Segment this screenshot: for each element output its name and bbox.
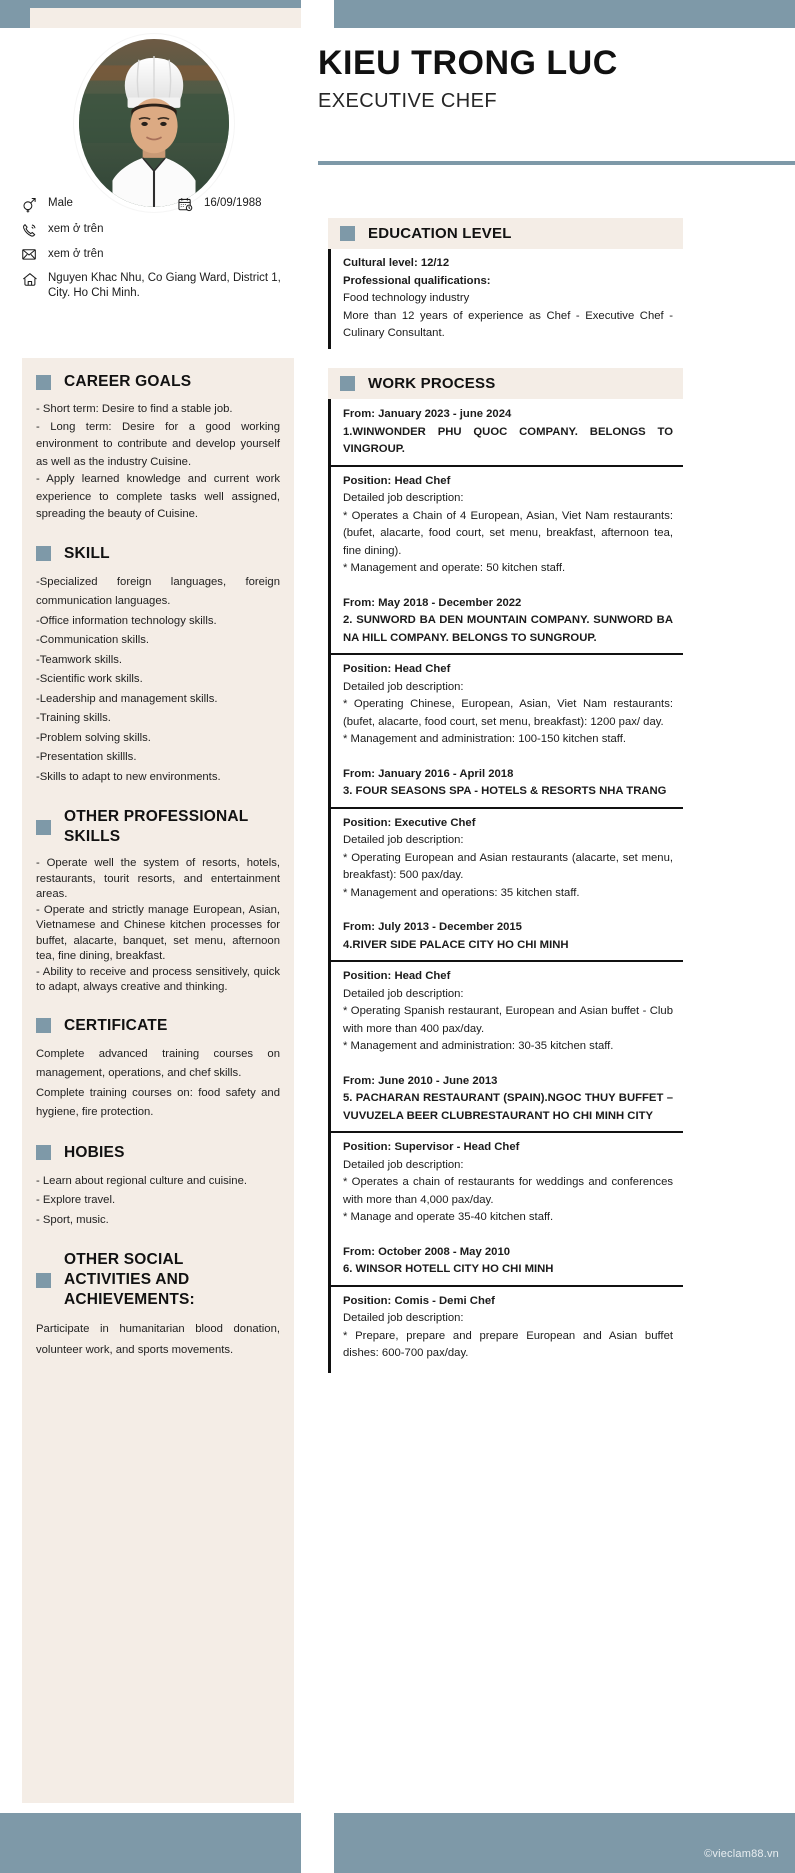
phone-icon bbox=[22, 222, 48, 238]
paragraph: -Specialized foreign languages, foreign communication languages. bbox=[36, 575, 280, 607]
work-detail: * Operates a Chain of 4 European, Asian, Viet Nam restaurants: (bufet, alacarte, food court, set menu, breakfast, afternoon tea, fine dining). bbox=[343, 509, 673, 557]
work-detail: * Operating Spanish restaurant, European and Asian buffet - Club with more than 400 pax/day. bbox=[343, 1005, 673, 1035]
bullet-square-icon bbox=[36, 1145, 51, 1160]
work-detail: * Management and administration: 100-150 kitchen staff. bbox=[343, 733, 627, 745]
section-header bbox=[36, 544, 280, 564]
paragraph: - Explore travel. bbox=[36, 1194, 116, 1206]
section-title: OTHER PROFESSIONAL SKILLS bbox=[64, 808, 249, 845]
work-period: From: June 2010 - June 2013 bbox=[343, 1074, 498, 1087]
work-detail: * Prepare, prepare and prepare European and Asian buffet dishes: 600-700 pax/day. bbox=[343, 1329, 673, 1359]
section-body bbox=[36, 1045, 280, 1123]
name-block bbox=[318, 42, 795, 114]
cultural-level: Cultural level: 12/12 bbox=[343, 257, 450, 269]
paragraph: Complete advanced training courses on management, operations, and chef skills. bbox=[36, 1047, 280, 1079]
phone-value: xem ở trên bbox=[48, 223, 104, 235]
left-column bbox=[0, 28, 301, 1803]
work-company: 5. PACHARAN RESTAURANT (SPAIN).NGOC THUY BUFFET – VUVUZELA BEER CLUBRESTAURANT HO CHI MINH CITY bbox=[343, 1092, 673, 1122]
section-header bbox=[328, 218, 683, 249]
section-title: OTHER SOCIAL ACTIVITIES AND ACHIEVEMENTS: bbox=[64, 1251, 195, 1308]
section-hobies bbox=[36, 1143, 280, 1231]
work-entry-body bbox=[328, 467, 683, 588]
paragraph: -Communication skills. bbox=[36, 634, 149, 646]
footer-bar-left bbox=[0, 1813, 301, 1873]
work-entry bbox=[328, 399, 683, 588]
work-desc-label: Detailed job description: bbox=[343, 680, 464, 693]
address-value: Nguyen Khac Nhu, Co Giang Ward, District 1, City. Ho Chi Minh. bbox=[48, 272, 281, 299]
paragraph: -Office information technology skills. bbox=[36, 614, 217, 627]
top-bar-right bbox=[334, 0, 795, 28]
gender-icon bbox=[22, 196, 48, 213]
birthday-value: 16/09/1988 bbox=[204, 197, 262, 209]
work-entry-body bbox=[328, 809, 683, 913]
paragraph: - Operate and strictly manage European, Asian, Vietnamese and Chinese kitchen processes for buffet, alacarte, banquet, set menu, afternoon tea, fine dining, breakfast. bbox=[36, 903, 280, 962]
bullet-square-icon bbox=[340, 226, 355, 241]
paragraph: -Leadership and management skills. bbox=[36, 692, 218, 705]
paragraph: -Teamwork skills. bbox=[36, 653, 122, 666]
section-body bbox=[36, 401, 280, 524]
work-entry-header bbox=[328, 399, 683, 467]
work-position: Position: Executive Chef bbox=[343, 816, 476, 829]
envelope-icon bbox=[22, 247, 48, 261]
paragraph: - Ability to receive and process sensitively, quick to adapt, always creative and thinking. bbox=[36, 965, 280, 993]
work-period: From: January 2016 - April 2018 bbox=[343, 767, 514, 780]
contact-row bbox=[22, 196, 294, 213]
contact-row bbox=[22, 247, 294, 262]
paragraph: -Skills to adapt to new environments. bbox=[36, 770, 221, 783]
work-entry bbox=[328, 588, 683, 759]
work-desc-label: Detailed job description: bbox=[343, 834, 464, 846]
work-desc-label: Detailed job description: bbox=[343, 987, 464, 1000]
section-title: SKILL bbox=[64, 544, 110, 562]
qualifications-label: Professional qualifications: bbox=[343, 274, 491, 287]
work-period: From: January 2023 - june 2024 bbox=[343, 408, 512, 420]
paragraph: -Problem solving skills. bbox=[36, 731, 151, 744]
work-entry bbox=[328, 1066, 683, 1237]
work-entry-body bbox=[328, 1287, 683, 1373]
portrait-photo bbox=[79, 39, 229, 207]
work-detail: * Manage and operate 35-40 kitchen staff. bbox=[343, 1211, 554, 1223]
work-period: From: May 2018 - December 2022 bbox=[343, 596, 522, 609]
work-position: Position: Comis - Demi Chef bbox=[343, 1294, 495, 1307]
work-company: 6. WINSOR HOTELL CITY HO CHI MINH bbox=[343, 1263, 554, 1275]
contact-list bbox=[22, 196, 294, 310]
work-detail: * Operating Chinese, European, Asian, Viet Nam restaurants: (bufet, alacarte, food court, set menu, breakfast): 1200 pax/ day. bbox=[343, 698, 673, 728]
work-detail: * Management and administration: 30-35 kitchen staff. bbox=[343, 1040, 614, 1052]
footer-bar-right bbox=[334, 1813, 795, 1873]
experience-summary: More than 12 years of experience as Chef - Executive Chef - Culinary Consultant. bbox=[343, 309, 673, 339]
work-entry-body bbox=[328, 1133, 683, 1237]
bullet-square-icon bbox=[36, 546, 51, 561]
work-entry bbox=[328, 1237, 683, 1373]
work-entry-body bbox=[328, 962, 683, 1066]
left-panel bbox=[22, 358, 294, 1803]
work-entry-body bbox=[328, 655, 683, 759]
section-certificate bbox=[36, 1016, 280, 1123]
contact-row bbox=[22, 271, 294, 301]
paragraph: - Operate well the system of resorts, hotels, restaurants, tourit resorts, and entertainment areas. bbox=[36, 857, 280, 900]
work-entry-header bbox=[328, 588, 683, 656]
work-position: Position: Head Chef bbox=[343, 474, 451, 487]
section-other-social-activities bbox=[36, 1250, 280, 1361]
work-entry bbox=[328, 912, 683, 1066]
section-body bbox=[36, 856, 280, 996]
work-position: Position: Supervisor - Head Chef bbox=[343, 1141, 520, 1153]
work-position: Position: Head Chef bbox=[343, 970, 451, 982]
email-value: xem ở trên bbox=[48, 248, 104, 260]
work-entry-header bbox=[328, 759, 683, 809]
paragraph: - Sport, music. bbox=[36, 1213, 109, 1226]
bullet-square-icon bbox=[36, 1273, 51, 1288]
paragraph: - Learn about regional culture and cuisine. bbox=[36, 1174, 248, 1187]
work-entry bbox=[328, 759, 683, 913]
section-header bbox=[36, 1143, 280, 1163]
section-skill bbox=[36, 544, 280, 788]
work-detail: * Management and operations: 35 kitchen staff. bbox=[343, 886, 580, 899]
section-title: EDUCATION LEVEL bbox=[368, 225, 512, 242]
paragraph: -Presentation skillls. bbox=[36, 751, 137, 763]
section-body bbox=[36, 1319, 280, 1361]
section-title: HOBIES bbox=[64, 1143, 125, 1161]
section-title: WORK PROCESS bbox=[368, 375, 496, 392]
paragraph: Participate in humanitarian blood donation, volunteer work, and sports movements. bbox=[36, 1323, 280, 1356]
paragraph: - Short term: Desire to find a stable job. bbox=[36, 403, 233, 415]
gender-value: Male bbox=[48, 197, 73, 209]
bullet-square-icon bbox=[36, 375, 51, 390]
section-other-professional-skills bbox=[36, 807, 280, 996]
paragraph: - Apply learned knowledge and current work experience to complete tasks well assigned, spreading the beauty of Cuisine. bbox=[36, 473, 280, 520]
section-header bbox=[36, 372, 280, 392]
work-detail: * Operating European and Asian restaurants (alacarte, set menu, breakfast): 500 pax/day. bbox=[343, 851, 673, 881]
section-education-level bbox=[328, 218, 688, 349]
section-header bbox=[328, 368, 683, 399]
work-desc-label: Detailed job description: bbox=[343, 1158, 464, 1171]
qualifications-value: Food technology industry bbox=[343, 292, 470, 304]
avatar bbox=[74, 34, 234, 212]
calendar-icon bbox=[178, 196, 204, 212]
section-body bbox=[36, 573, 280, 788]
section-header bbox=[36, 1016, 280, 1036]
section-header bbox=[36, 1250, 280, 1310]
work-company: 4.RIVER SIDE PALACE CITY HO CHI MINH bbox=[343, 938, 569, 951]
work-detail: * Operates a chain of restaurants for weddings and conferences with more than 4,000 pax/day. bbox=[343, 1176, 673, 1206]
work-detail: * Management and operate: 50 kitchen staff. bbox=[343, 562, 566, 574]
paragraph: -Training skills. bbox=[36, 712, 111, 724]
work-company: 1.WINWONDER PHU QUOC COMPANY. BELONGS TO VINGROUP. bbox=[343, 425, 673, 455]
section-body bbox=[36, 1172, 280, 1231]
bullet-square-icon bbox=[36, 820, 51, 835]
work-period: From: October 2008 - May 2010 bbox=[343, 1245, 511, 1258]
education-box bbox=[328, 249, 683, 349]
contact-row bbox=[22, 222, 294, 238]
section-work-process bbox=[328, 368, 688, 1373]
home-icon bbox=[22, 271, 48, 287]
work-desc-label: Detailed job description: bbox=[343, 492, 464, 504]
work-desc-label: Detailed job description: bbox=[343, 1312, 464, 1324]
page-title: KIEU TRONG LUC bbox=[318, 44, 618, 82]
work-period: From: July 2013 - December 2015 bbox=[343, 921, 522, 933]
bullet-square-icon bbox=[36, 1018, 51, 1033]
section-title: CAREER GOALS bbox=[64, 373, 192, 390]
section-title: CERTIFICATE bbox=[64, 1016, 168, 1034]
job-role: EXECUTIVE CHEF bbox=[318, 90, 497, 112]
work-entry-header bbox=[328, 912, 683, 962]
bullet-square-icon bbox=[340, 376, 355, 391]
work-position: Position: Head Chef bbox=[343, 663, 451, 675]
paragraph: -Scientific work skills. bbox=[36, 673, 143, 685]
work-company: 3. FOUR SEASONS SPA - HOTELS & RESORTS NHA TRANG bbox=[343, 785, 667, 797]
header-divider bbox=[318, 161, 795, 165]
work-entry-header bbox=[328, 1066, 683, 1134]
section-header bbox=[36, 807, 280, 847]
work-company: 2. SUNWORD BA DEN MOUNTAIN COMPANY. SUNWORD BA NA HILL COMPANY. BELONGS TO SUNGROUP. bbox=[343, 614, 673, 644]
footer-credit: ©vieclam88.vn bbox=[704, 1848, 779, 1860]
work-entry-header bbox=[328, 1237, 683, 1287]
paragraph: - Long term: Desire for a good working environment to contribute and develop yourself as well as the industry Cuisine. bbox=[36, 420, 280, 468]
section-career-goals bbox=[36, 372, 280, 524]
paragraph: Complete training courses on: food safety and hygiene, fire protection. bbox=[36, 1086, 280, 1118]
